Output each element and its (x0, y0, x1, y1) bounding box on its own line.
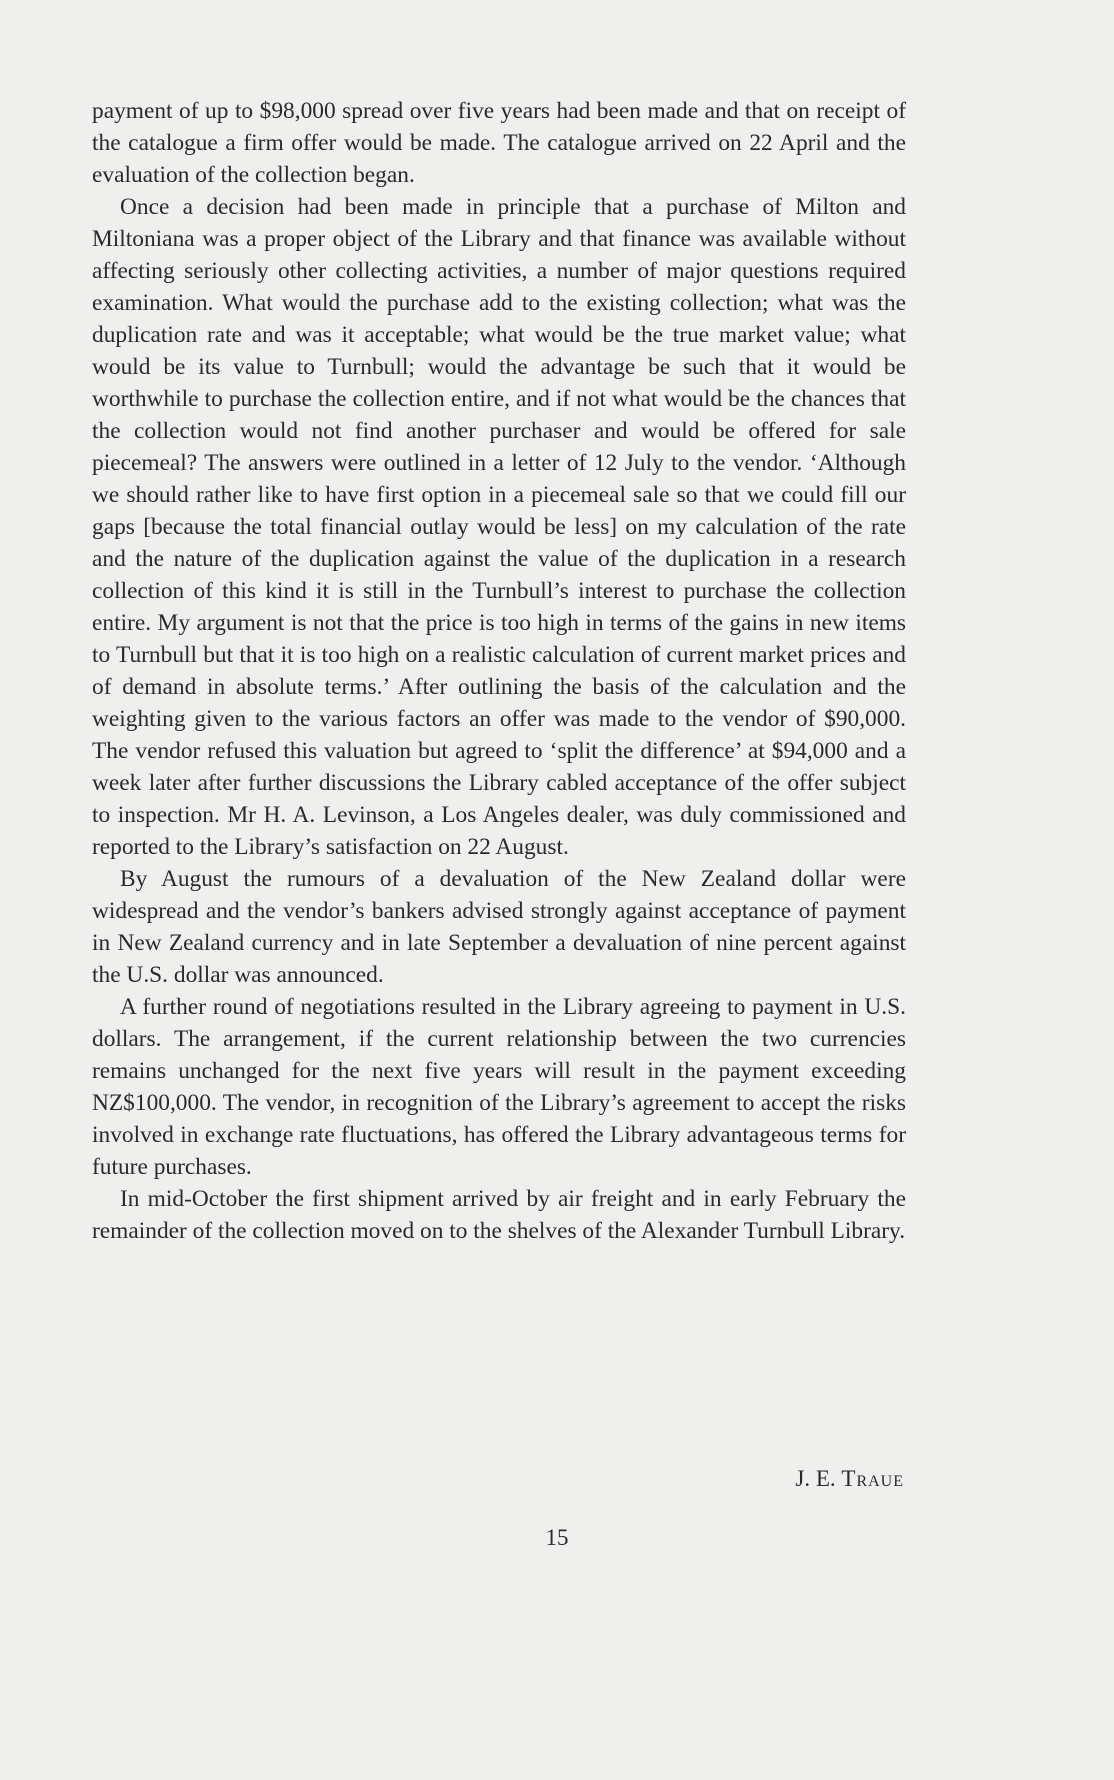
article-text (92, 95, 906, 1247)
paragraph-negotiations: A further round of negotiations resulted in the Library agreeing to payment in U.S. dollars. The arrangement, if the current relationship between the two currencies remains unchanged for the next five years will result in the payment exceeding NZ$100,000. The vendor, in recognition of the Library’s agreement to accept the risks involved in exchange rate fluctuations, has offered the Library advantageous terms for future purchases. (92, 994, 906, 1180)
paragraph-devaluation: By August the rumours of a devaluation of the New Zealand dollar were widespread and the vendor’s bankers advised strongly against acceptance of payment in New Zealand currency and in late September a devaluation of nine percent against the U.S. dollar was announced. (92, 866, 906, 988)
author-signature (795, 1466, 904, 1492)
author-surname: Traue (841, 1466, 904, 1491)
paragraph-purchase-questions: Once a decision had been made in principle that a purchase of Milton and Miltoniana was a proper object of the Library and that finance was available without affecting seriously other collecting activities, a number of major questions required examination. What would the purchase add to the existing collection; what was the duplication rate and was it acceptable; what would be the true market value; what would be its value to Turnbull; would the advantage be such that it would be worthwhile to purchase the collection entire, and if not what would be the chances that the collection would not find another purchaser and would be offered for sale piecemeal? The answers were outlined in a letter of 12 July to the vendor. ‘Although we should rather like to have first option in a piecemeal sale so that we could fill our gaps [because the total financial outlay would be less] on my calculation of the rate and the nature of the duplication against the value of the duplication in a research collection of this kind it is still in the Turnbull’s interest to purchase the collection entire. My argument is not that the price is too high in terms of the gains in new items to Turnbull but that it is too high on a realistic calculation of current market prices and of demand in absolute terms.’ After outlining the basis of the calculation and the weighting given to the various factors an offer was made to the vendor of $90,000. The vendor refused this valuation but agreed to ‘split the difference’ at $94,000 and a week later after further discussions the Library cabled acceptance of the offer subject to inspection. Mr H. A. Levinson, a Los Angeles dealer, was duly commissioned and reported to the Library’s satisfaction on 22 August. (92, 194, 906, 860)
paragraph-shipment: In mid-October the first shipment arrived by air freight and in early February the remainder of the collection moved on to the shelves of the Alexander Turnbull Library. (92, 1186, 906, 1244)
paragraph-continuation: payment of up to $98,000 spread over five years had been made and that on receipt of the catalogue a firm offer would be made. The catalogue arrived on 22 April and the evaluation of the collection began. (92, 98, 906, 188)
page-number: 15 (545, 1525, 569, 1550)
author-initials: J. E. (795, 1466, 836, 1491)
